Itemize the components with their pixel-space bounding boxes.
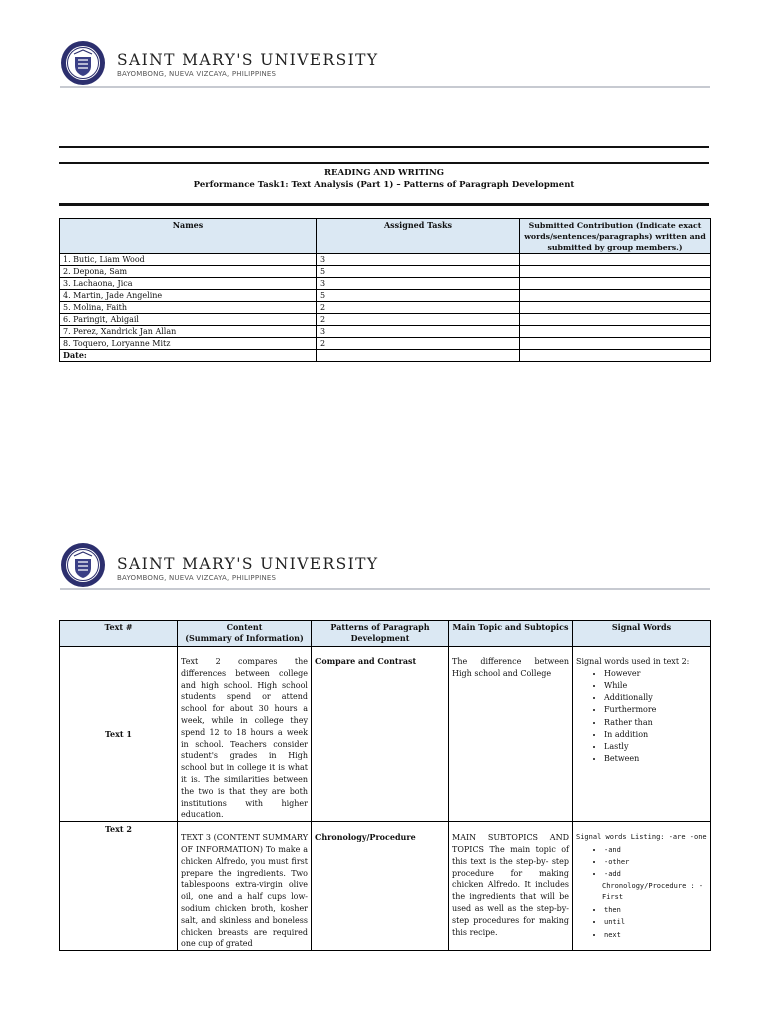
university-address: BAYOMBONG, NUEVA VIZCAYA, PHILIPPINES [117,70,277,78]
date-value [317,350,520,362]
member-contribution [520,326,711,338]
member-task: 3 [317,326,520,338]
list-item: • In addition [604,729,707,741]
table-row [60,822,711,951]
list-item: • Furthermore [604,704,707,716]
university-header-second [60,542,710,592]
member-task: 5 [317,290,520,302]
table-row [60,266,711,278]
list-item: • Additionally [604,692,707,704]
member-name: 5. Molina, Faith [60,302,317,314]
table-row [60,314,711,326]
member-name: 3. Lachaona, Jica [60,278,317,290]
assigned-tasks-header: Assigned Tasks [317,219,520,254]
university-address: BAYOMBONG, NUEVA VIZCAYA, PHILIPPINES [117,574,277,582]
university-name: SAINT MARY'S UNIVERSITY [117,51,379,69]
university-seal-icon [60,40,106,86]
content-header-line2: (Summary of Information) [185,633,304,643]
member-contribution [520,314,711,326]
signal-intro: Signal words Listing: -are -one [576,833,707,842]
submitted-contribution-header: Submitted Contribution (Indicate exact words/sentences/paragraphs) written and submitted by group members.) [520,219,711,254]
text-number-cell [60,647,178,822]
table-row [60,338,711,350]
table-row [60,302,711,314]
list-item: • -add [604,868,707,880]
member-contribution [520,290,711,302]
content-cell: TEXT 3 (CONTENT SUMMARY OF INFORMATION) To make a chicken Alfredo, you must first prepare the ingredients. Two tablespoons extra-virgin olive oil, one and a half cups low-sodium chicken broth, kosher salt, and skinless and boneless chicken breasts are required one cup of grated [178,822,312,951]
table-row [60,278,711,290]
member-task: 3 [317,278,520,290]
text-number-cell [60,822,178,951]
main-topic-cell: MAIN SUBTOPICS AND TOPICS The main topic of this text is the step-by- step procedure for making chicken Alfredo. It includes the ingredients that will be used as well as the step-by-step procedures for making this recipe. [449,822,573,951]
list-item: • However [604,668,707,680]
member-contribution [520,302,711,314]
list-item: • until [604,916,707,928]
member-task: 5 [317,266,520,278]
table-header-row [60,219,711,254]
table-header-row [60,621,711,647]
content-header [178,621,312,647]
text-analysis-table [59,620,711,951]
date-extra [520,350,711,362]
signal-words-cell [573,647,711,822]
pattern-cell: Chronology/Procedure [312,822,449,951]
signal-intro: Signal words used in text 2: [576,657,690,666]
pattern-cell: Compare and Contrast [312,647,449,822]
list-item: • Lastly [604,741,707,753]
university-seal-icon [60,542,106,588]
content-cell: Text 2 compares the differences between college and high school. High school students spend or attend school for about 30 hours a week, while in college they spend 12 to 18 hours a week in school. Teachers consider student's grades in High school but in college it is what it is. The similarities between the two is that they are both institutions with higher education. [178,647,312,822]
member-name: 8. Toquero, Loryanne Mitz [60,338,317,350]
member-contribution [520,254,711,266]
member-contribution [520,266,711,278]
member-name: 2. Depona, Sam [60,266,317,278]
list-item: • then [604,904,707,916]
member-name: 7. Perez, Xandrick Jan Allan [60,326,317,338]
list-item: • -and [604,844,707,856]
content-header-line1: Content [226,622,263,632]
table-row [60,254,711,266]
signal-list [576,668,707,766]
member-task: 3 [317,254,520,266]
text-number-header: Text # [60,621,178,647]
table-row [60,290,711,302]
list-item: • -other [604,856,707,868]
task-title: Performance Task1: Text Analysis (Part 1) – Patterns of Paragraph Development [193,180,575,190]
member-contribution [520,278,711,290]
text-number: Text 2 [105,824,132,835]
member-task: 2 [317,314,520,326]
text-number: Text 1 [105,729,132,740]
signal-words-header: Signal Words [573,621,711,647]
table-row [60,326,711,338]
title-rule-top-thick [59,146,709,148]
list-item: • next [604,929,707,941]
title-rule-top-thin [59,162,709,164]
table-row [60,647,711,822]
list-item: • While [604,680,707,692]
signal-list [576,844,707,881]
signal-chronology: Chronology/Procedure : -First [602,881,704,902]
names-header: Names [60,219,317,254]
member-name: 1. Butic, Liam Wood [60,254,317,266]
member-name: 6. Paringit, Abigail [60,314,317,326]
member-task: 2 [317,338,520,350]
signal-list [576,904,707,941]
header-divider [60,588,710,590]
main-topic-cell: The difference between High school and College [449,647,573,822]
header-divider [60,86,710,88]
title-rule-bottom [59,203,709,206]
date-row [60,350,711,362]
patterns-header: Patterns of Paragraph Development [312,621,449,647]
member-contribution [520,338,711,350]
main-topic-header: Main Topic and Subtopics [449,621,573,647]
member-task: 2 [317,302,520,314]
subject-title: READING AND WRITING [323,168,445,178]
list-item: • Rather than [604,717,707,729]
university-name: SAINT MARY'S UNIVERSITY [117,555,379,573]
group-task-table [59,218,711,362]
signal-words-cell [573,822,711,951]
member-name: 4. Martin, Jade Angeline [60,290,317,302]
list-item: • Between [604,753,707,765]
university-header-top [60,40,710,90]
date-label: Date: [60,350,317,362]
